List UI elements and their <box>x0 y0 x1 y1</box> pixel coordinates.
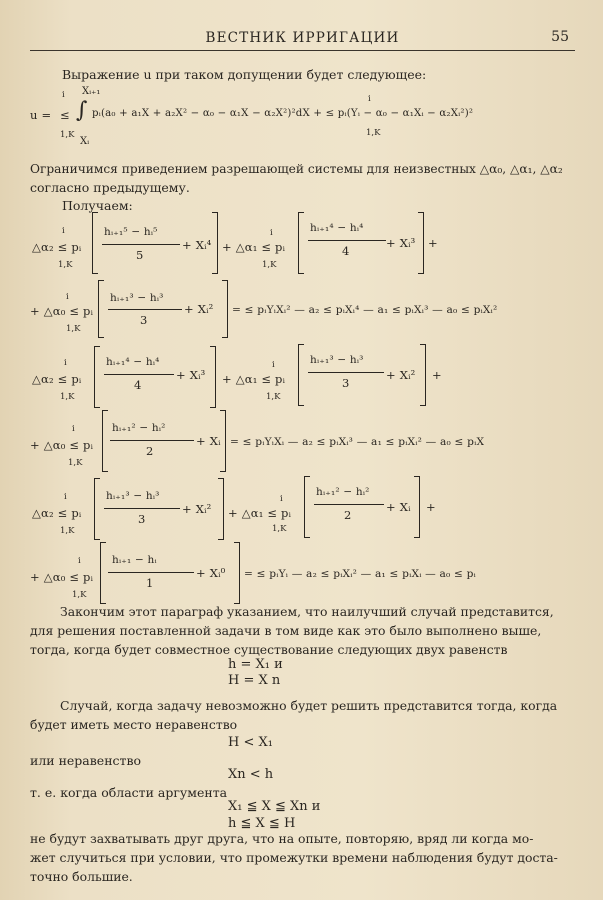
eq2-bracket-left <box>98 280 104 338</box>
eq1b-index-top: i <box>270 228 273 238</box>
eq6-index-top: i <box>78 556 81 566</box>
eq2-numerator: hᵢ₊₁³ − hᵢ³ <box>110 292 164 304</box>
sum-lower-index: 1,K <box>60 130 75 140</box>
restrict-line-2: согласно предыдущему. <box>30 180 190 195</box>
eq1-term-a: △α₂ ≤ pᵢ <box>32 240 82 254</box>
eq2-term-a: + △α₀ ≤ pᵢ <box>30 304 94 318</box>
eq1b-tail: + Xᵢ³ <box>386 236 416 250</box>
page-number: 55 <box>551 29 569 45</box>
eq4-index-top: i <box>72 424 75 434</box>
eq5-term-a: △α₂ ≤ pᵢ <box>32 506 82 520</box>
eq4-denominator: 2 <box>146 444 154 458</box>
conclusion-paragraph <box>30 602 575 659</box>
eq1b-index-bot: 1,K <box>262 260 277 270</box>
eq4-fraction-bar <box>110 440 194 441</box>
eq4-rhs: = ≤ pᵢYᵢXᵢ — a₂ ≤ pᵢXᵢ³ — a₁ ≤ pᵢXᵢ² — a₀ ≤ pᵢX <box>230 436 485 448</box>
eq3b-tail: + Xᵢ² <box>386 368 416 382</box>
eq4-numerator: hᵢ₊₁² − hᵢ² <box>112 422 166 434</box>
eq6-denominator: 1 <box>146 576 154 590</box>
eq1b-bracket-right <box>418 212 424 274</box>
eq5-index-top: i <box>64 492 67 502</box>
eq6-term-a: + △α₀ ≤ pᵢ <box>30 570 94 584</box>
eq3-bracket-right <box>210 346 216 408</box>
equality-2: H = X n <box>228 673 281 688</box>
eq3-fraction-bar <box>104 374 174 375</box>
eq2-bracket-right <box>222 280 228 338</box>
final-line-3: точно большие. <box>30 869 133 884</box>
eq1-plus: + <box>428 236 438 250</box>
sum-symbol: ≤ <box>60 108 70 122</box>
eq5-bracket-left <box>94 478 100 540</box>
eq5b-numerator: hᵢ₊₁² − hᵢ² <box>316 486 370 498</box>
eq6-bracket-right <box>234 542 240 604</box>
eq1-index-top: i <box>62 226 65 236</box>
eq4-tail: + Xᵢ <box>196 434 221 448</box>
intro-text: Выражение u при таком допущении будет следующее: <box>62 67 427 82</box>
journal-title: ВЕСТНИК ИРРИГАЦИИ <box>205 30 400 46</box>
eq1-index-bot: 1,K <box>58 260 73 270</box>
eq1-denominator: 5 <box>136 248 144 262</box>
eq3-index-top: i <box>64 358 67 368</box>
eq5-numerator: hᵢ₊₁³ − hᵢ³ <box>106 490 160 502</box>
eq4-term-a: + △α₀ ≤ pᵢ <box>30 438 94 452</box>
sum2-upper-index: i <box>368 94 371 104</box>
final-line-1: не будут захватывать друг друга, что на опыте, повторяю, вряд ли когда мо- <box>30 831 534 846</box>
eq1-bracket-right <box>212 212 218 274</box>
eq3-term-b: + △α₁ ≤ pᵢ <box>222 372 286 386</box>
eq5b-index-top: i <box>280 494 283 504</box>
u-lhs: u = <box>30 108 52 122</box>
eq6-fraction-bar <box>108 572 194 573</box>
obtain-text: Получаем: <box>62 198 133 213</box>
eq5-denominator: 3 <box>138 512 146 526</box>
impossible-line-1: Случай, когда задачу невозможно будет решить представится тогда, когда <box>60 698 558 713</box>
integral-sign: ∫ <box>76 98 88 123</box>
eq1-term-b: + △α₁ ≤ pᵢ <box>222 240 286 254</box>
main-integrand: pᵢ(a₀ + a₁X + a₂X² − α₀ − α₁X − α₂X²)²dX + ≤ pᵢ(Yᵢ − α₀ − α₁Xᵢ − α₂Xᵢ²)² <box>92 108 474 119</box>
eq1-numerator: hᵢ₊₁⁵ − hᵢ⁵ <box>104 226 158 238</box>
eq3-bracket-left <box>94 346 100 408</box>
eq3-term-a: △α₂ ≤ pᵢ <box>32 372 82 386</box>
eq6-rhs: = ≤ pᵢYᵢ — a₂ ≤ pᵢXᵢ² — a₁ ≤ pᵢXᵢ — a₀ ≤ pᵢ <box>244 568 476 580</box>
final-line-2: жет случиться при условии, что промежутки времени наблюдения будут доста- <box>30 850 558 865</box>
eq5b-bracket-left <box>304 476 310 538</box>
eq2-index-bot: 1,K <box>66 324 81 334</box>
eq3b-bracket-right <box>420 344 426 406</box>
eq6-index-bot: 1,K <box>72 590 87 600</box>
inequality-1: H < X₁ <box>228 735 273 750</box>
eq3b-index-bot: 1,K <box>266 392 281 402</box>
eq2-rhs: = ≤ pᵢYᵢXᵢ² — a₂ ≤ pᵢXᵢ⁴ — a₁ ≤ pᵢXᵢ³ — a₀ ≤ pᵢXᵢ² <box>232 304 498 316</box>
eq3-denominator: 4 <box>134 378 142 392</box>
eq5-index-bot: 1,K <box>60 526 75 536</box>
eq1-tail: + Xᵢ⁴ <box>182 238 212 252</box>
sum2-lower-index: 1,K <box>366 128 381 138</box>
or-inequality-text: или неравенство <box>30 753 142 768</box>
eq5b-bracket-right <box>414 476 420 538</box>
eq3b-index-top: i <box>272 360 275 370</box>
eq1b-bracket-left <box>298 212 304 274</box>
inequality-2: Xn < h <box>228 767 274 782</box>
conclusion-line-2: для решения поставленной задачи в том виде как это было выполнено выше, <box>30 623 542 638</box>
eq5b-denominator: 2 <box>344 508 352 522</box>
eq3b-denominator: 3 <box>342 376 350 390</box>
eq3-numerator: hᵢ₊₁⁴ − hᵢ⁴ <box>106 356 160 368</box>
eq2-denominator: 3 <box>140 313 148 327</box>
eq1-fraction-bar <box>102 244 180 245</box>
equality-1: h = X₁ и <box>228 657 283 672</box>
impossible-paragraph <box>30 696 575 734</box>
conclusion-line-1: Закончим этот параграф указанием, что наилучший случай представится, <box>60 604 554 619</box>
eq5-bracket-right <box>218 478 224 540</box>
conclusion-line-3: тогда, когда будет совместное существование следующих двух равенств <box>30 642 508 657</box>
eq6-bracket-left <box>100 542 106 604</box>
eq3-index-bot: 1,K <box>60 392 75 402</box>
range-1: X₁ ≦ X ≦ Xn и <box>228 799 321 814</box>
eq4-bracket-left <box>102 410 108 472</box>
eq3b-fraction-bar <box>308 372 384 373</box>
sum-upper-index: i <box>62 90 65 100</box>
eq2-index-top: i <box>66 292 69 302</box>
range-2: h ≦ X ≦ H <box>228 816 296 831</box>
eq4-bracket-right <box>220 410 226 472</box>
eq5-plus: + <box>426 500 436 514</box>
eq5b-tail: + Xᵢ <box>386 500 411 514</box>
integral-lower-limit: Xᵢ <box>80 136 90 147</box>
te-text: т. е. когда области аргумента <box>30 785 228 800</box>
eq4-index-bot: 1,K <box>68 458 83 468</box>
eq1-bracket-left <box>92 212 98 274</box>
eq5-term-b: + △α₁ ≤ pᵢ <box>228 506 292 520</box>
restrict-line-1: Ограничимся приведением разрешающей системы для неизвестных △α₀, △α₁, △α₂ <box>30 162 563 176</box>
eq2-fraction-bar <box>108 309 182 310</box>
integral-upper-limit: Xᵢ₊₁ <box>82 86 101 97</box>
eq1b-numerator: hᵢ₊₁⁴ − hᵢ⁴ <box>310 222 364 234</box>
impossible-line-2: будет иметь место неравенство <box>30 717 238 732</box>
eq5b-index-bot: 1,K <box>272 524 287 534</box>
eq3b-bracket-left <box>298 344 304 406</box>
eq5-fraction-bar <box>104 508 180 509</box>
eq6-numerator: hᵢ₊₁ − hᵢ <box>112 554 157 566</box>
eq3-plus: + <box>432 368 442 382</box>
eq2-tail: + Xᵢ² <box>184 302 214 316</box>
eq5-tail: + Xᵢ² <box>182 502 212 516</box>
eq6-tail: + Xᵢ⁰ <box>196 566 226 580</box>
eq1b-denominator: 4 <box>342 244 350 258</box>
eq5b-fraction-bar <box>314 504 384 505</box>
eq3b-numerator: hᵢ₊₁³ − hᵢ³ <box>310 354 364 366</box>
eq1b-fraction-bar <box>308 240 386 241</box>
eq3-tail: + Xᵢ³ <box>176 368 206 382</box>
running-header <box>30 28 575 51</box>
final-paragraph <box>30 829 575 886</box>
